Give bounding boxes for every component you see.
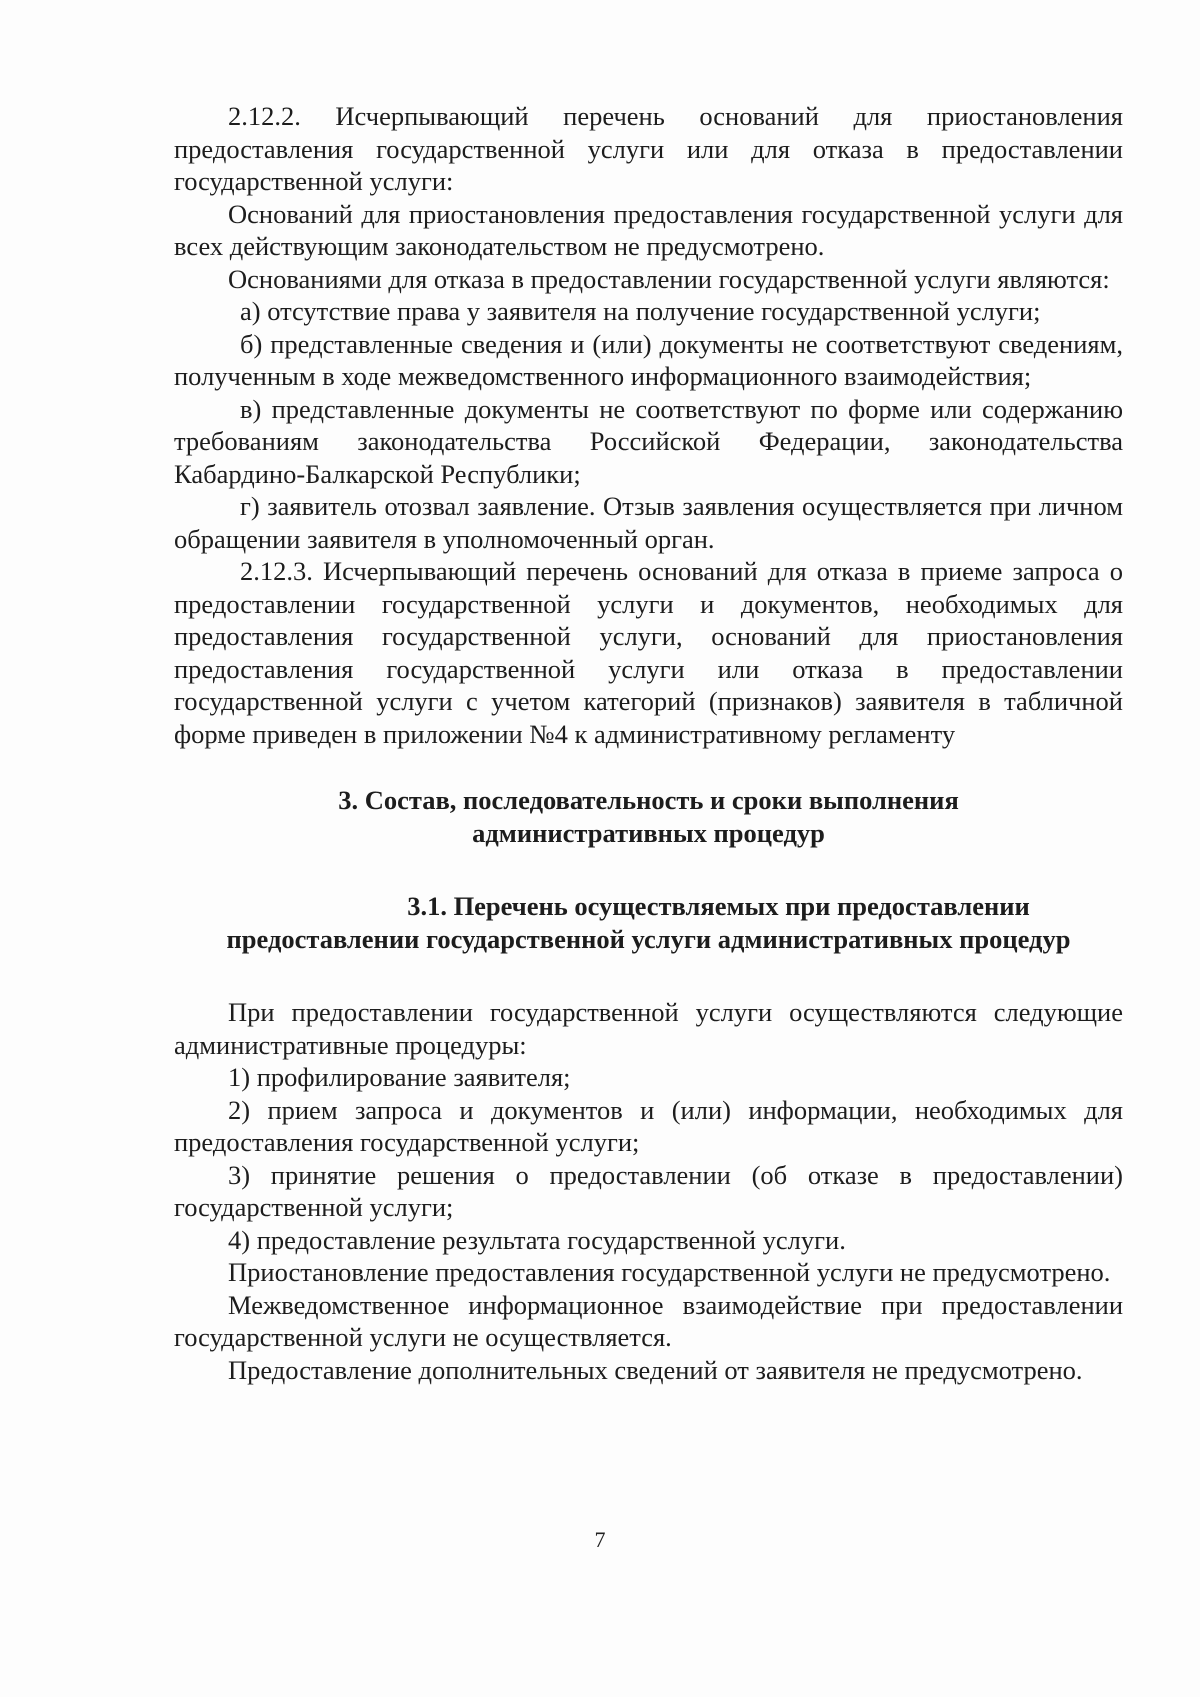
paragraph-interagency: Межведомственное информационное взаимодействие при предоставлении государственной услуги не осуществляется. [174,1289,1123,1352]
section-3-heading [174,784,1123,850]
section-3-1-heading-line2: предоставлении государственной услуги административных процедур [226,924,1071,954]
paragraph-2-12-2: 2.12.2. Исчерпывающий перечень оснований для приостановления предоставления государственной услуги или для отказа в предоставлении государственной услуги: [174,101,1123,196]
procedure-4: 4) предоставление результата государственной услуги. [228,1224,846,1255]
procedure-3: 3) принятие решения о предоставлении (об отказе в предоставлении) государственной услуги; [174,1159,1123,1222]
procedure-1: 1) профилирование заявителя; [228,1062,571,1092]
section-3-1-heading [174,890,1123,956]
paragraph-procedures-intro: При предоставлении государственной услуги осуществляются следующие административные процедуры: [174,997,1123,1060]
procedure-2: 2) прием запроса и документов и (или) информации, необходимых для предоставления государственной услуги; [174,1094,1123,1157]
list-item-a: а) отсутствие права у заявителя на получение государственной услуги; [240,296,1041,326]
paragraph-no-suspension: Оснований для приостановления предоставления государственной услуги для всех действующим законодательством не предусмотрено. [174,198,1123,261]
paragraph-suspension: Приостановление предоставления государственной услуги не предусмотрено. [228,1257,1111,1287]
list-item-g: г) заявитель отозвал заявление. Отзыв заявления осуществляется при личном обращении заявителя в уполномоченный орган. [174,491,1123,554]
section-3-heading-line2: административных процедур [472,818,825,848]
list-item-v: в) представленные документы не соответствуют по форме или содержанию требованиям законодательства Российской Федерации, законодательства Кабардино-Балкарской Республики; [174,393,1123,489]
section-3-1-heading-line1: 3.1. Перечень осуществляемых при предоставлении [407,891,1030,921]
page-number: 7 [594,1527,606,1552]
paragraph-refusal-intro: Основаниями для отказа в предоставлении государственной услуги являются: [228,263,1110,294]
paragraph-2-12-3: 2.12.3. Исчерпывающий перечень оснований для отказа в приеме запроса о предоставлении государственной услуги и документов, необходимых для предоставления государственной услуги, оснований для приостановления предоставления государственной услуги или отказа в предоставлении государственной услуги с учетом категорий (признаков) заявителя в табличной форме приведен в приложении №4 к административному регламенту [174,556,1123,749]
paragraph-additional: Предоставление дополнительных сведений от заявителя не предусмотрено. [228,1354,1083,1385]
section-3-heading-line1: 3. Состав, последовательность и сроки выполнения [338,785,959,815]
document-body [174,100,1123,1386]
list-item-b: б) представленные сведения и (или) документы не соответствуют сведениям, полученным в ходе межведомственного информационного взаимодействия; [174,328,1123,391]
procedures-block [174,996,1123,1386]
